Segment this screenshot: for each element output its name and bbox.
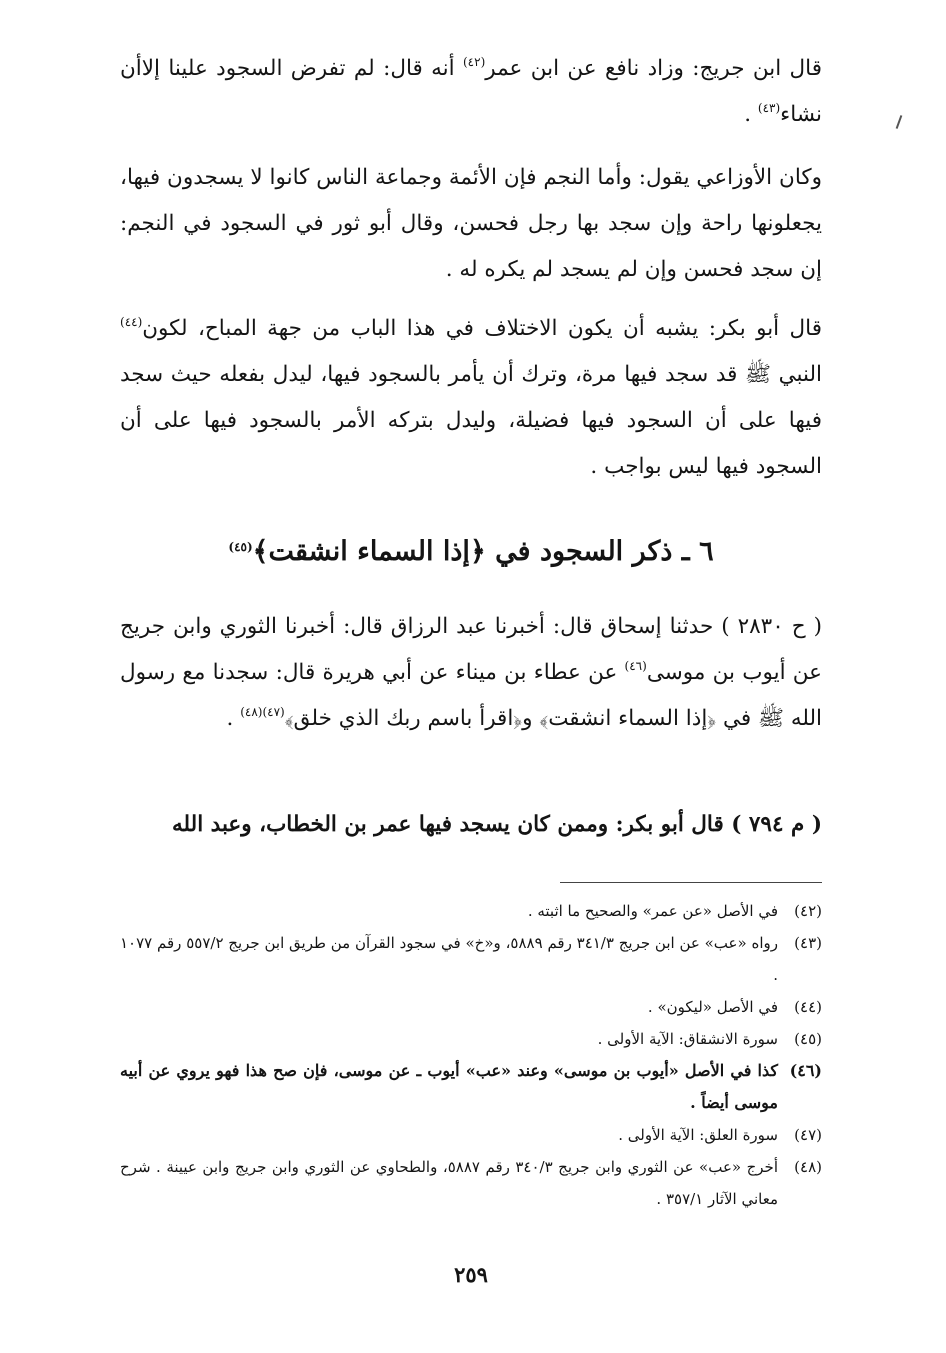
paragraph-text: وكان الأوزاعي يقول: وأما النجم فإن الأئمة وجماعة الناس كانوا لا يسجدون فيها، يجعلونها راحة وإن سجد بها رجل فحسن، وقال أبو ثور في السجود في النجم: إن سجد فحسن وإن لم يسجد لم يكره له .	[120, 165, 822, 282]
footnote-number: (٤٦)	[789, 1061, 822, 1080]
footnote-number: (٤٣)	[794, 934, 822, 952]
paragraph-text: ( م ٧٩٤ ) قال أبو بكر: وممن كان يسجد فيها عمر بن الخطاب، وعبد الله	[172, 812, 822, 837]
paragraph-text: قال أبو بكر: يشبه أن يكون الاختلاف في هذا الباب من جهة المباح، لكون$^{(٤٤)}$ النبي ﷺ قد سجد فيها مرة، وترك أن يأمر بالسجود فيها، ليدل بفعله حيث سجد فيها على أن السجود فيها فضيلة، وليدل بتركه الأمر بالسجود فيها على أن السجود فيها ليس بواجب .	[120, 315, 822, 479]
footnote-item	[120, 895, 822, 927]
footnote-text: أخرج «عب» عن الثوري وابن جريج ٣٤٠/٣ رقم ٥٨٨٧، والطحاوي عن الثوري وابن جريج وابن عيينة . شرح معاني الآثار ٣٥٧/١ .	[120, 1158, 778, 1208]
footnote-ref-44[interactable]: (٤٤)	[120, 315, 143, 329]
footnote-number: (٤٥)	[794, 1030, 822, 1048]
footnote-text: كذا في الأصل «أيوب بن موسى» وعند «عب» أيوب ـ عن موسى، فإن صح هذا فهو يروي عن أبيه موسى أيضاً .	[120, 1061, 778, 1112]
footnote-ref-46[interactable]: (٤٦)	[624, 659, 647, 673]
footnote-item	[120, 991, 822, 1023]
footnote-item	[120, 1023, 822, 1055]
footnote-text: رواه «عب» عن ابن جريج ٣٤١/٣ رقم ٥٨٨٩، و«خ» في سجود القرآن من طريق ابن جريج ٥٥٧/٢ رقم ١٠٧٧ .	[120, 934, 778, 984]
footnote-text: في الأصل «ليكون» .	[647, 998, 778, 1016]
section-heading: ٦ ـ ذكر السجود في ﴿إذا السماء انشقت﴾$^{(٤٥)}$	[228, 536, 714, 567]
paragraph-issue-794	[120, 802, 822, 848]
footnote-ref-47-48[interactable]: (٤٧)(٤٨)	[240, 705, 285, 719]
paragraph-ibn-jurayj	[120, 46, 822, 138]
footnote-item	[120, 1055, 822, 1119]
footnote-item	[120, 1119, 822, 1151]
footnote-number: (٤٨)	[794, 1158, 822, 1176]
footnote-separator	[560, 882, 822, 883]
paragraph-text: قال ابن جريج: وزاد نافع عن ابن عمر$^{(٤٢)}$ أنه قال: لم تفرض السجود علينا إلاأن نشاء$^{(٤٣)}$ .	[120, 55, 822, 127]
paragraph-text: ( ح ٢٨٣٠ ) حدثنا إسحاق قال: أخبرنا عبد الرزاق قال: أخبرنا الثوري وابن جريج عن أيوب بن موسى$^{(٤٦)}$ عن عطاء بن ميناء عن أبي هريرة قال: سجدنا مع رسول الله ﷺ في ﴿إذا السماء انشقت﴾ و﴿اقرأ باسم ربك الذي خلق﴾$^{(٤٧)(٤٨)}$ .	[120, 614, 823, 731]
footnote-item	[120, 1151, 822, 1215]
footnote-ref-42[interactable]: (٤٢)	[462, 55, 486, 69]
footnote-ref-45[interactable]: (٤٥)	[228, 540, 253, 554]
footnote-number: (٤٤)	[794, 998, 822, 1016]
footnotes	[120, 895, 822, 1215]
footnote-text: سورة العلق: الآية الأولى .	[618, 1126, 778, 1144]
footnote-number: (٤٧)	[794, 1126, 822, 1144]
page-number: ٢٥٩	[454, 1262, 488, 1287]
footnote-ref-43[interactable]: (٤٣)	[757, 101, 781, 115]
footnote-number: (٤٢)	[794, 902, 822, 920]
footnote-item	[120, 927, 822, 991]
book-page	[120, 0, 822, 1353]
paragraph-abu-bakr	[120, 306, 822, 490]
margin-tick-mark	[896, 115, 903, 129]
footnote-text: في الأصل «عن عمر» والصحيح ما اثبته .	[527, 902, 778, 920]
paragraph-hadith-2830	[120, 604, 822, 742]
footnote-text: سورة الانشقاق: الآية الأولى .	[597, 1030, 778, 1048]
paragraph-awzai	[120, 155, 822, 293]
